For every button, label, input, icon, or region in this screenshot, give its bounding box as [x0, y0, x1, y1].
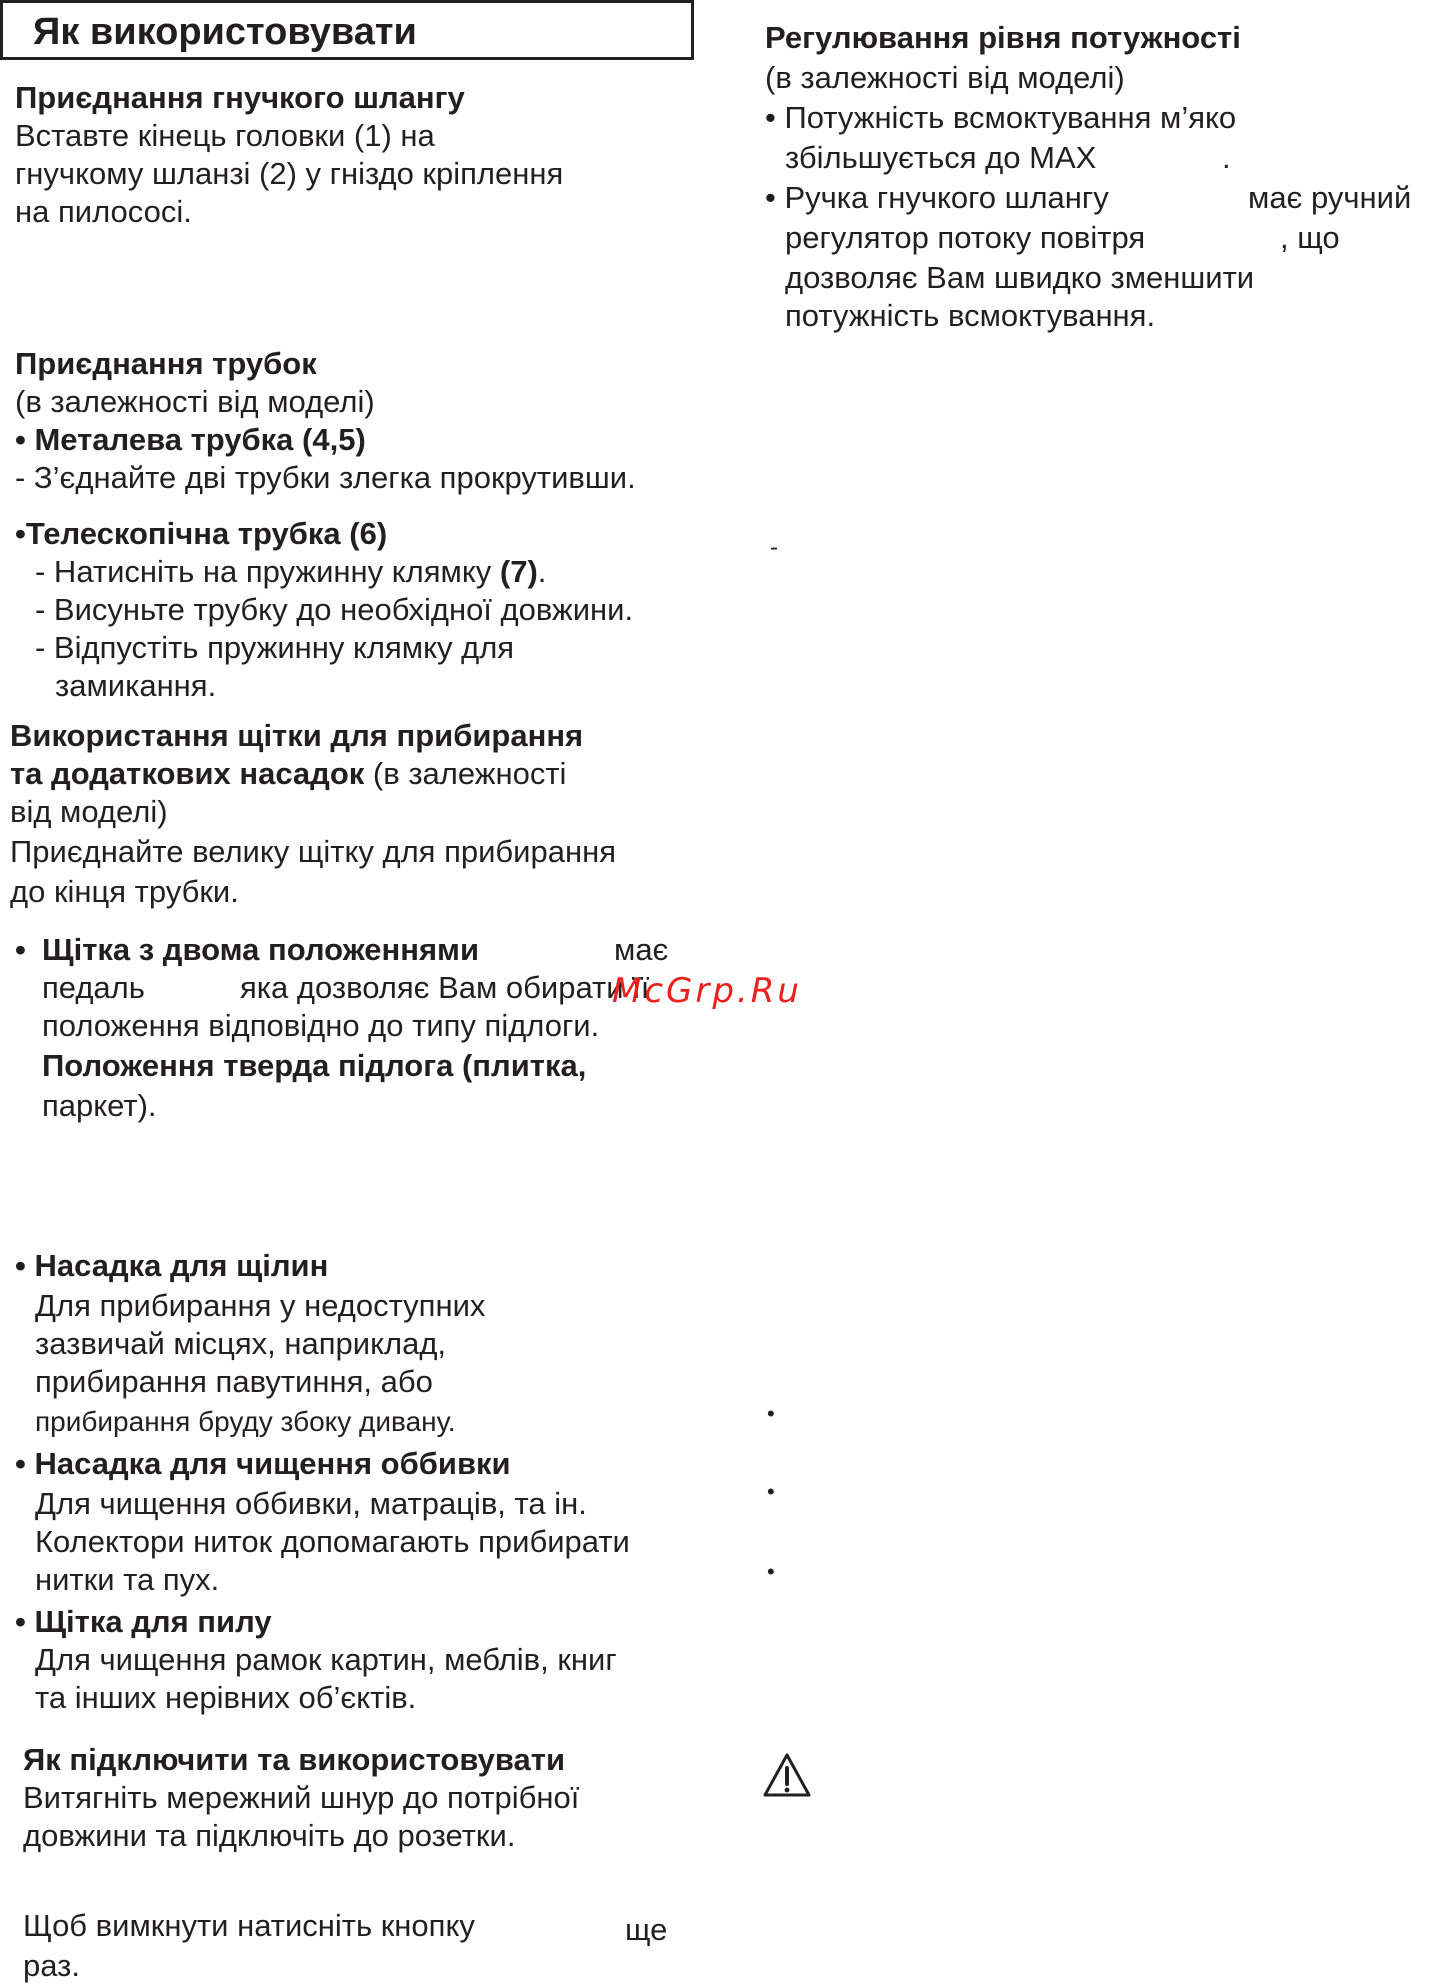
brush-heading-2-bold: та додаткових насадок: [10, 756, 365, 791]
telescopic-line-3: - Відпустіть пружинну клямку для: [35, 630, 515, 665]
two-position-line-3: положення відповідно до типу підлоги.: [42, 1008, 600, 1043]
brush-line-5: до кінця трубки.: [10, 874, 239, 909]
metal-tube-line: - З’єднайте дві трубки злегка прокрутивши.: [15, 460, 636, 495]
page-title-box: [0, 0, 694, 60]
crevice-line-2: зазвичай місцях, наприклад,: [35, 1326, 447, 1361]
crevice-line-3: прибирання павутиння, або: [35, 1364, 433, 1399]
brush-heading-2: [10, 754, 566, 793]
hose-line-1: Вставте кінець головки (1) на: [15, 118, 435, 153]
watermark: McGrp.Ru: [612, 971, 802, 1011]
power-subtitle: (в залежності від моделі): [765, 60, 1125, 95]
dust-brush-heading: • Щітка для пилу: [15, 1604, 272, 1639]
power-bullet-2-line-2a: регулятор потоку повітря: [785, 220, 1146, 255]
two-position-line-2a: педаль: [42, 970, 145, 1005]
crevice-heading: • Насадка для щілин: [15, 1248, 329, 1283]
telescopic-line-1: [35, 552, 546, 591]
brush-line-4: Приєднайте велику щітку для прибирання: [10, 834, 616, 869]
tubes-heading: Приєднання трубок: [15, 346, 317, 381]
switch-off-end: раз.: [23, 1948, 80, 1983]
warning-icon: [762, 1752, 812, 1807]
connect-line-1: Витягніть мережний шнур до потрібної: [23, 1780, 580, 1815]
upholstery-heading: • Насадка для чищення оббивки: [15, 1446, 511, 1481]
telescopic-line-4: замикання.: [55, 668, 217, 703]
metal-tube-heading: • Металева трубка (4,5): [15, 422, 366, 457]
power-bullet-2-line-1a: • Ручка гнучкого шлангу: [765, 180, 1109, 215]
dust-brush-line-2: та інших нерівних об’єктів.: [35, 1680, 417, 1715]
power-bullet-1-line-2b: .: [1222, 140, 1231, 175]
dust-brush-line-1: Для чищення рамок картин, меблів, книг: [35, 1642, 617, 1677]
switch-off-again: ще: [625, 1912, 668, 1947]
power-bullet-2-line-2b: , що: [1280, 220, 1340, 255]
two-position-has: має: [614, 932, 669, 967]
telescopic-line-1-text: - Натисніть на пружинну клямку: [35, 554, 500, 589]
two-position-line-5: паркет).: [42, 1088, 157, 1123]
telescopic-line-1-end: .: [537, 554, 547, 589]
hose-line-2: гнучкому шланзі (2) у гніздо кріплення: [15, 156, 564, 191]
two-position-bullet: •: [15, 932, 26, 967]
power-bullet-2-line-3: дозволяє Вам швидко зменшити: [785, 260, 1255, 295]
right-bullet-2: •: [767, 1479, 775, 1504]
upholstery-line-2: Колектори ниток допомагають прибирати: [35, 1524, 630, 1559]
two-position-line-4: Положення тверда підлога (плитка,: [42, 1048, 587, 1083]
upholstery-line-3: нитки та пух.: [35, 1562, 220, 1597]
brush-line-3: від моделі): [10, 794, 168, 829]
two-position-line-2b: яка дозволяє Вам обирати її: [240, 970, 650, 1005]
hose-line-3: на пилососі.: [15, 194, 192, 229]
two-position-title: Щітка з двома положеннями: [42, 932, 480, 967]
upholstery-line-1: Для чищення оббивки, матраців, та ін.: [35, 1486, 587, 1521]
power-bullet-2-line-4: потужність всмоктування.: [785, 298, 1156, 333]
latch-number: (7): [499, 554, 538, 589]
brush-heading-1: Використання щітки для прибирання: [10, 718, 584, 753]
power-bullet-2-line-1b: має ручний: [1248, 180, 1412, 215]
right-bullet-1: •: [767, 1401, 775, 1426]
power-bullet-1-line-2a: збільшується до MAX: [785, 140, 1097, 175]
hose-heading: Приєднання гнучкого шлангу: [15, 80, 465, 115]
tubes-subtitle: (в залежності від моделі): [15, 384, 375, 419]
connect-heading: Як підключити та використовувати: [23, 1742, 566, 1777]
brush-heading-2-rest: (в залежності: [364, 756, 567, 791]
power-bullet-1-line-1: • Потужність всмоктування м’яко: [765, 100, 1237, 135]
page-title: Як використовувати: [33, 11, 417, 53]
power-heading: Регулювання рівня потужності: [765, 20, 1241, 55]
crevice-line-1: Для прибирання у недоступних: [35, 1288, 486, 1323]
connect-line-2: довжини та підключіть до розетки.: [23, 1818, 516, 1853]
switch-off-line: Щоб вимкнути натисніть кнопку: [23, 1908, 475, 1943]
crevice-line-4: прибирання бруду збоку дивану.: [35, 1406, 456, 1437]
right-dash-mark: -: [770, 534, 778, 561]
right-bullet-3: •: [767, 1559, 775, 1584]
telescopic-tube-heading: •Телескопічна трубка (6): [15, 516, 388, 551]
telescopic-line-2: - Висуньте трубку до необхідної довжини.: [35, 592, 634, 627]
